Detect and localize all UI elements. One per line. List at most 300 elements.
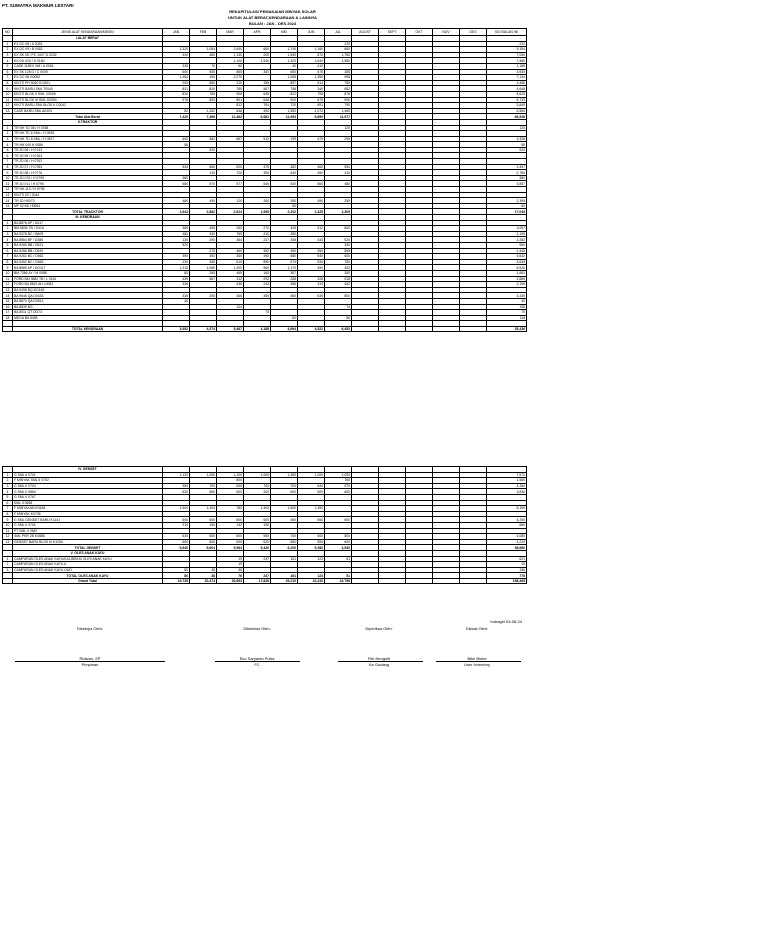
month-value: 38 (190, 573, 217, 579)
month-value: 660 (325, 47, 352, 53)
month-value: 560 (190, 164, 217, 170)
month-value: 455 (190, 226, 217, 232)
month-value: 600 (217, 534, 244, 540)
month-value: 358 (271, 282, 298, 288)
month-value: 210 (163, 522, 190, 528)
month-value: 630 (163, 534, 190, 540)
equipment-name: EX SK 125 D / C 0009 (13, 69, 163, 75)
month-value: 290 (190, 237, 217, 243)
month-value: 58 (163, 142, 190, 148)
month-value: 600 (190, 539, 217, 545)
sig-made-name: Bike Biobe (467, 656, 487, 661)
month-value: 340 (298, 86, 325, 92)
equipment-name: TR JD 011 / H 0795 (13, 181, 163, 187)
row-total: 3,486 (487, 80, 527, 86)
month-value: 400 (325, 265, 352, 271)
month-value: 1,210 (163, 265, 190, 271)
month-value: 560 (190, 489, 217, 495)
section-title: II.TRAKTOR (13, 119, 163, 125)
row-total: 3,642 (487, 254, 527, 260)
month-value: 7,420 (163, 114, 190, 120)
month-value: 700 (271, 483, 298, 489)
month-value: 600 (298, 489, 325, 495)
month-value: 610 (217, 259, 244, 265)
month-value: 80 (163, 573, 190, 579)
month-value: 795 (298, 91, 325, 97)
month-value: 460 (271, 293, 298, 299)
month-value: 614 (298, 80, 325, 86)
month-value: 335 (163, 63, 190, 69)
row-no: 3 (3, 567, 13, 573)
header-month-jan: JAN (163, 29, 190, 36)
month-value: 580 (163, 181, 190, 187)
month-value: 645 (244, 91, 271, 97)
recap-table-upper (2, 28, 527, 332)
row-no: 11 (3, 276, 13, 282)
month-value: 9,890 (298, 114, 325, 120)
row-total: 7,050 (487, 52, 527, 58)
month-value: 3,952 (163, 326, 190, 332)
month-value: 1,350 (298, 75, 325, 81)
month-value: 1,980 (325, 58, 352, 64)
month-value: 338 (163, 282, 190, 288)
header-month-mei: MEI (271, 29, 298, 36)
month-value: 600 (325, 517, 352, 523)
month-value: 4,694 (271, 326, 298, 332)
row-total: 60 (487, 203, 527, 209)
equipment-name: KKOTI BARU SML T0040 (13, 86, 163, 92)
month-value: 570 (325, 483, 352, 489)
month-value: 530 (298, 259, 325, 265)
month-value: 490 (244, 248, 271, 254)
month-value: 465 (217, 270, 244, 276)
equipment-name: G SML II 0767 (13, 494, 163, 500)
total-label: TOTAL KENDRAAN (13, 326, 163, 332)
row-total: 4,648 (487, 86, 527, 92)
month-value: 765 (217, 231, 244, 237)
month-value: 2,624 (217, 209, 244, 215)
month-value: 595 (325, 248, 352, 254)
month-value: 2,643 (163, 209, 190, 215)
row-total: 3,097 (487, 226, 527, 232)
month-value: 908 (217, 91, 244, 97)
month-value: 430 (190, 231, 217, 237)
row-no: 8 (3, 259, 13, 265)
month-value: 11,953 (271, 114, 298, 120)
header-month-nov: NOV (433, 29, 460, 36)
row-no: 10 (3, 522, 13, 528)
month-value: 650 (271, 539, 298, 545)
month-value: 490 (298, 170, 325, 176)
month-value (460, 326, 487, 332)
month-value: 520 (190, 147, 217, 153)
month-value: 340 (325, 242, 352, 248)
report-title-line-1: REKAPITULASI PEMAKAIAN MINYAK SOLAR (229, 9, 316, 14)
month-value: 1,262 (190, 108, 217, 114)
equipment-name: CAMPURAN OLES ANAK KAYU A (13, 562, 163, 568)
month-value: 439 (163, 276, 190, 282)
month-value: 1,070 (298, 108, 325, 114)
month-value: 24,798 (325, 578, 352, 584)
month-value: 490 (298, 198, 325, 204)
equipment-name: KKOTI BLOK III SML D0094 (13, 97, 163, 103)
month-value: 720 (271, 103, 298, 109)
row-total: 2,395 (487, 198, 527, 204)
row-total: 2,156 (487, 282, 527, 288)
month-value: 550 (298, 539, 325, 545)
row-total: 621 (487, 556, 527, 562)
equipment-name: BA 9646 QA D0433 (13, 293, 163, 299)
total-label: TOTAL TRACKTOR (13, 209, 163, 215)
row-no: 16 (3, 304, 13, 310)
month-value: 460 (271, 248, 298, 254)
month-value: 80 (163, 270, 190, 276)
row-total: 8,150 (487, 506, 527, 512)
equipment-name: EX DC 08 / A 0033 (13, 41, 163, 47)
row-total: 2,195 (487, 231, 527, 237)
month-value: 1,540 (244, 58, 271, 64)
month-value: 540 (244, 181, 271, 187)
sig-made-role: Dibuat Oleh: (465, 626, 489, 631)
month-value: 582 (190, 136, 217, 142)
row-total: 3,328 (487, 136, 527, 142)
row-no: 5 (3, 494, 13, 500)
month-value: 38 (190, 567, 217, 573)
equipment-name: BA 8564 BF / D385 (13, 237, 163, 243)
total-label: Grand Total (13, 578, 163, 584)
month-value: 110 (190, 170, 217, 176)
month-value: 160 (244, 270, 271, 276)
month-value: 247 (244, 573, 271, 579)
row-total: 2,282 (487, 237, 527, 243)
month-value: 567 (244, 86, 271, 92)
row-total: 4,200 (487, 517, 527, 523)
month-value: 265 (190, 270, 217, 276)
equipment-name: TR JD 07 / H 0784 (13, 164, 163, 170)
header-month-jul: JUL (325, 29, 352, 36)
row-no: 8 (3, 164, 13, 170)
month-value: 667 (217, 136, 244, 142)
month-value: 7,366 (190, 114, 217, 120)
row-no: 10 (3, 91, 13, 97)
month-value: 1,200 (217, 265, 244, 271)
month-value: 25,210 (271, 578, 298, 584)
row-total: 220 (487, 41, 527, 47)
row-no: 5 (3, 147, 13, 153)
month-value: 1,000 (298, 472, 325, 478)
row-total: 9,194 (487, 47, 527, 53)
equipment-name: TR NH TD 08 / H 0788 (13, 125, 163, 131)
equipment-name: CASE BARU SML A0104 (13, 108, 163, 114)
row-total: - (487, 159, 527, 165)
month-value: 5,964 (217, 545, 244, 551)
month-value: 12,462 (217, 114, 244, 120)
month-value: 19 (217, 562, 244, 568)
month-value: 492 (190, 254, 217, 260)
equipment-name: PT SML II 0687 (13, 528, 163, 534)
row-no: 7 (3, 75, 13, 81)
month-value: 367 (271, 270, 298, 276)
row-no: 13 (3, 192, 13, 198)
month-value: 5,280 (298, 545, 325, 551)
header-name: JENIS ALAT KENDARAAN/MESIN (13, 29, 163, 36)
month-value: 960 (244, 265, 271, 271)
total-row (3, 326, 527, 332)
row-no: 7 (3, 254, 13, 260)
month-value: 1,100 (217, 58, 244, 64)
row-no: 15 (3, 298, 13, 304)
equipment-name: SML II 0698 (13, 500, 163, 506)
equipment-name: TR NH TD 6 SML / H 0928 (13, 131, 163, 137)
month-value: 6,453 (325, 326, 352, 332)
header-month-jun: JUN (298, 29, 325, 36)
month-value: 350 (325, 270, 352, 276)
month-value: 22,240 (298, 578, 325, 584)
month-value: 1,600 (271, 506, 298, 512)
month-value: 475 (298, 136, 325, 142)
row-no: 1 (3, 556, 13, 562)
row-no: 1 (3, 125, 13, 131)
equipment-name: F MINYAKAN K0448 (13, 506, 163, 512)
month-value: 640 (271, 170, 298, 176)
month-value: 530 (271, 181, 298, 187)
month-value: 2,425 (298, 209, 325, 215)
month-value: 1,080 (190, 265, 217, 271)
month-value: 5,467 (217, 326, 244, 332)
month-value: 20,474 (190, 578, 217, 584)
month-value: 890 (244, 259, 271, 265)
month-value: 26,893 (217, 578, 244, 584)
month-value: 600 (271, 489, 298, 495)
equipment-name: KKOTI PH 9020 B 0201 (13, 80, 163, 86)
month-value: 436 (217, 282, 244, 288)
month-value: 545 (163, 164, 190, 170)
row-total: 38,680 (487, 545, 527, 551)
row-no: 12 (3, 282, 13, 288)
month-value: 280 (271, 231, 298, 237)
month-value: 250 (217, 226, 244, 232)
month-value: 200 (163, 80, 190, 86)
month-value: 600 (163, 69, 190, 75)
row-total: 7,570 (487, 472, 527, 478)
row-no: 2 (3, 131, 13, 137)
month-value: 750 (325, 80, 352, 86)
row-no (3, 326, 13, 332)
month-value: 520 (325, 237, 352, 243)
month-value: 800 (325, 226, 352, 232)
equipment-name: FORD BA 8843 AH L0082 (13, 282, 163, 288)
month-value: 285 (325, 69, 352, 75)
month-value: 199 (271, 136, 298, 142)
row-no: 11 (3, 528, 13, 534)
month-value: 210 (217, 80, 244, 86)
month-value: 670 (271, 259, 298, 265)
header-month-mar: MAR (217, 29, 244, 36)
row-no: 3 (3, 136, 13, 142)
equipment-name: TR NH 040 H 0086 (13, 142, 163, 148)
row-total: 2,780 (487, 170, 527, 176)
sig-checked-name: Fitri Nengsih (367, 656, 391, 661)
month-value: 1,100 (217, 472, 244, 478)
month-value: 570 (190, 181, 217, 187)
month-value: 200 (244, 489, 271, 495)
month-value (433, 578, 460, 584)
month-value: 540 (298, 254, 325, 260)
month-value: 130 (163, 237, 190, 243)
row-total: 3,930 (487, 69, 527, 75)
month-value: 1,084 (190, 47, 217, 53)
row-total: 158,465 (487, 578, 527, 584)
equipment-name: BM 8835 TB / D416 (13, 226, 163, 232)
month-value (379, 326, 406, 332)
month-value: 691 (298, 103, 325, 109)
month-value (352, 326, 379, 332)
month-value: 123 (298, 573, 325, 579)
place-date: Indragiri 03-08-24 (490, 619, 522, 624)
row-no: 18 (3, 315, 13, 321)
month-value: 415 (298, 63, 325, 69)
month-value: 910 (244, 136, 271, 142)
month-value: 675 (298, 69, 325, 75)
row-total: 70 (487, 310, 527, 316)
sig-approved-role: Disetujui Oleh: (76, 626, 103, 631)
equipment-name: BA 9266 BB / D520 (13, 248, 163, 254)
month-value: 390 (163, 254, 190, 260)
month-value: 51 (325, 573, 352, 579)
equipment-name: EX DX 023 / D 0160 (13, 58, 163, 64)
month-value: 60 (217, 63, 244, 69)
equipment-name: CAMPURAN OLES ANAK KAYU GUD (13, 567, 163, 573)
header-month-sept: SEPT (379, 29, 406, 36)
row-total: 2,885 (487, 276, 527, 282)
month-value: 1,464 (163, 75, 190, 81)
equipment-name: KKOTI BARU SML BLOK II C0042 (13, 103, 163, 109)
month-value: 5,640 (163, 545, 190, 551)
month-value: 635 (298, 293, 325, 299)
month-value: 328 (298, 276, 325, 282)
report-title-line-3: BULAN : JAN - DES 2024 (248, 21, 297, 26)
row-total: 66,528 (487, 114, 527, 120)
month-value: 812 (217, 103, 244, 109)
row-no: 14 (3, 293, 13, 299)
month-value (433, 326, 460, 332)
month-value: 800 (217, 478, 244, 484)
equipment-name: BA 8969 AP / DO117 (13, 265, 163, 271)
month-value: 897 (271, 80, 298, 86)
equipment-name: F MINYAK K0705 (13, 511, 163, 517)
month-value: 518 (325, 276, 352, 282)
month-value: 1,120 (163, 472, 190, 478)
row-no: 15 (3, 203, 13, 209)
row-total: 380 (487, 175, 527, 181)
sig-approved-title: Pimpinan (81, 662, 99, 667)
row-total: 1,663 (487, 270, 527, 276)
equipment-name: FORD BM 9882 TB / L 0161 (13, 276, 163, 282)
row-no: 5 (3, 63, 13, 69)
row-total: 4,260 (487, 483, 527, 489)
equipment-name: CASE 1189 II SM / A 0064 (13, 63, 163, 69)
row-total: 3,830 (487, 489, 527, 495)
total-row (3, 578, 527, 584)
month-value: 200 (244, 52, 271, 58)
month-value: 440 (163, 52, 190, 58)
month-value: 800 (325, 534, 352, 540)
month-value: 76 (217, 573, 244, 579)
month-value: 4,522 (298, 326, 325, 332)
month-value: 280 (271, 198, 298, 204)
month-value: 1,170 (271, 265, 298, 271)
month-value: 680 (271, 254, 298, 260)
company-name: PT. SUMATRA MAKMUR LESTARI (2, 3, 74, 8)
row-no: 2 (3, 562, 13, 568)
row-no: 2 (3, 478, 13, 484)
month-value: 150 (190, 75, 217, 81)
month-value: 360 (217, 254, 244, 260)
row-no: 17 (3, 310, 13, 316)
row-no: 9 (3, 265, 13, 271)
header-total: S/D BULAN INI (487, 29, 527, 36)
row-total: 2,445 (487, 248, 527, 254)
month-value: 132 (217, 522, 244, 528)
row-no: 1 (3, 220, 13, 226)
month-value: 1,350 (298, 506, 325, 512)
month-value: 350 (163, 483, 190, 489)
row-no: 10 (3, 270, 13, 276)
month-value: 1,000 (244, 472, 271, 478)
row-total: 3,497 (487, 164, 527, 170)
row-no: 3 (3, 52, 13, 58)
row-no: 8 (3, 511, 13, 517)
row-total: 1,560 (487, 478, 527, 484)
equipment-name: BA 9258 BQ DO160 (13, 287, 163, 293)
equipment-name: TR NH 110 / H 0796 (13, 187, 163, 193)
equipment-name: BA 9262 BC / D562 (13, 254, 163, 260)
month-value: 630 (163, 489, 190, 495)
equipment-name: G SML GENSET BARU K1141 (13, 517, 163, 523)
header-month-des: DES (460, 29, 487, 36)
equipment-name: TR JD 06 / H 0762 (13, 159, 163, 165)
month-value: 600 (244, 517, 271, 523)
month-value: 2,882 (190, 209, 217, 215)
month-value: 803 (190, 97, 217, 103)
month-value: 600 (325, 539, 352, 545)
month-value: 550 (190, 69, 217, 75)
month-value: 560 (298, 181, 325, 187)
month-value: 19 (217, 556, 244, 562)
row-no: 13 (3, 108, 13, 114)
row-no: 1 (3, 41, 13, 47)
month-value: 600 (217, 483, 244, 489)
row-total: 7,480 (487, 58, 527, 64)
month-value: 1,540 (271, 52, 298, 58)
row-total: 5,628 (487, 91, 527, 97)
sig-checked-role: Diperiksa Oleh: (365, 626, 393, 631)
row-no: 9 (3, 170, 13, 176)
row-no: 7 (3, 159, 13, 165)
row-total: 3,857 (487, 181, 527, 187)
month-value: 780 (217, 86, 244, 92)
month-value: 577 (217, 181, 244, 187)
month-value: 640 (298, 483, 325, 489)
equipment-name: BA 9378 BC / B609 (13, 231, 163, 237)
equipment-name: CAMPURAN OLES ANAK KAYU/KALIBRASI OLES ANAK KAYU (13, 556, 163, 562)
month-value: 270 (190, 248, 217, 254)
equipment-name: G SML II 0701 (13, 522, 163, 528)
month-value: 120 (217, 198, 244, 204)
equipment-name: BA 8839 BG (13, 304, 163, 310)
month-value: 550 (244, 534, 271, 540)
month-value: 822 (271, 91, 298, 97)
